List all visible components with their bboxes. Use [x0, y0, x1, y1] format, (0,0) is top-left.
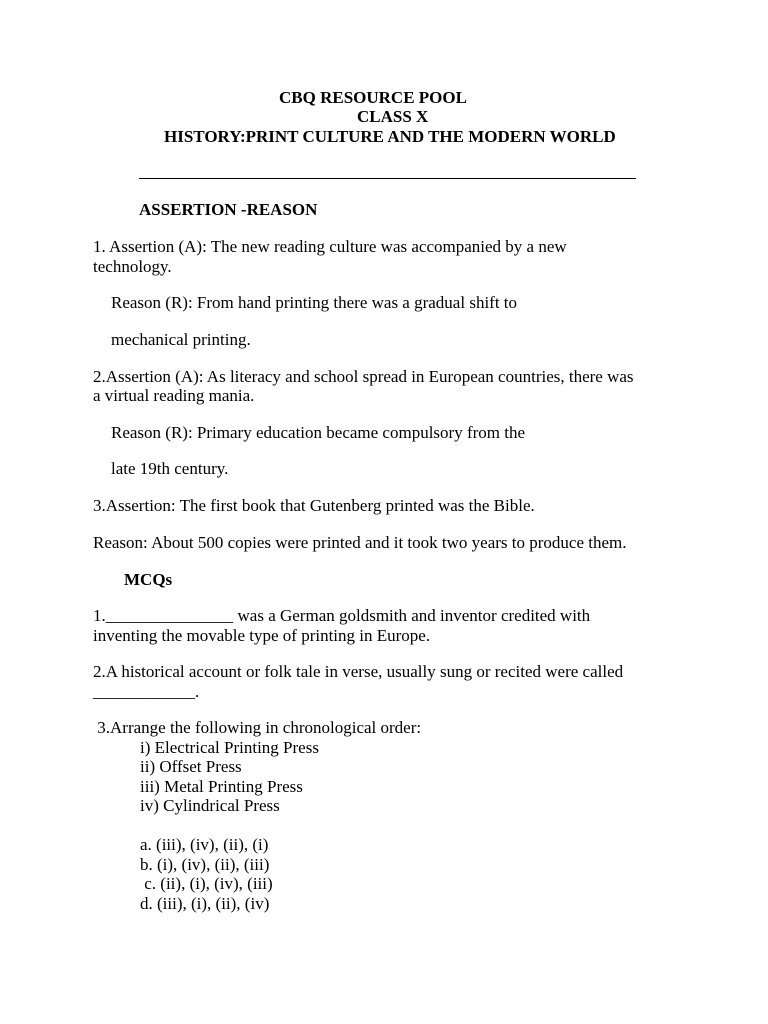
- mcq3-item: iii) Metal Printing Press: [140, 777, 303, 796]
- mcq3-item: ii) Offset Press: [140, 757, 242, 776]
- mcq3-stem: 3.Arrange the following in chronological order:: [93, 718, 422, 737]
- mcq1-line1: 1._______________ was a German goldsmith and inventor credited with: [93, 606, 591, 625]
- mcq3-option: b. (i), (iv), (ii), (iii): [140, 855, 270, 874]
- q2-assertion-line1: 2.Assertion (A): As literacy and school spread in European countries, there was: [93, 367, 634, 386]
- q2-assertion-line2: a virtual reading mania.: [93, 386, 255, 405]
- mcq2-line2: ____________.: [93, 682, 200, 701]
- mcq3-option: d. (iii), (i), (ii), (iv): [140, 894, 270, 913]
- q1-assertion-line1: 1. Assertion (A): The new reading culture was accompanied by a new: [93, 237, 567, 256]
- q3-reason: Reason: About 500 copies were printed and it took two years to produce them.: [93, 533, 627, 552]
- section-heading-assertion-reason: ASSERTION -REASON: [139, 200, 318, 219]
- header-divider: [139, 178, 636, 179]
- header-resource-pool: CBQ RESOURCE POOL: [279, 88, 467, 107]
- header-class: CLASS X: [357, 107, 429, 126]
- q1-reason-line1: Reason (R): From hand printing there was a gradual shift to: [111, 293, 518, 312]
- mcq3-item: iv) Cylindrical Press: [140, 796, 280, 815]
- mcq2-line1: 2.A historical account or folk tale in verse, usually sung or recited were called: [93, 662, 624, 681]
- header-subject-title: HISTORY:PRINT CULTURE AND THE MODERN WORLD: [164, 127, 616, 146]
- q1-reason-line2: mechanical printing.: [111, 330, 251, 349]
- q3-assertion: 3.Assertion: The first book that Gutenberg printed was the Bible.: [93, 496, 535, 515]
- section-heading-mcqs: MCQs: [124, 570, 173, 589]
- mcq3-option: a. (iii), (iv), (ii), (i): [140, 835, 269, 854]
- q2-reason-line1: Reason (R): Primary education became compulsory from the: [111, 423, 526, 442]
- mcq1-line2: inventing the movable type of printing in Europe.: [93, 626, 431, 645]
- q1-assertion-line2: technology.: [93, 257, 172, 276]
- mcq3-item: i) Electrical Printing Press: [140, 738, 319, 757]
- q2-reason-line2: late 19th century.: [111, 459, 229, 478]
- mcq3-option: c. (ii), (i), (iv), (iii): [140, 874, 273, 893]
